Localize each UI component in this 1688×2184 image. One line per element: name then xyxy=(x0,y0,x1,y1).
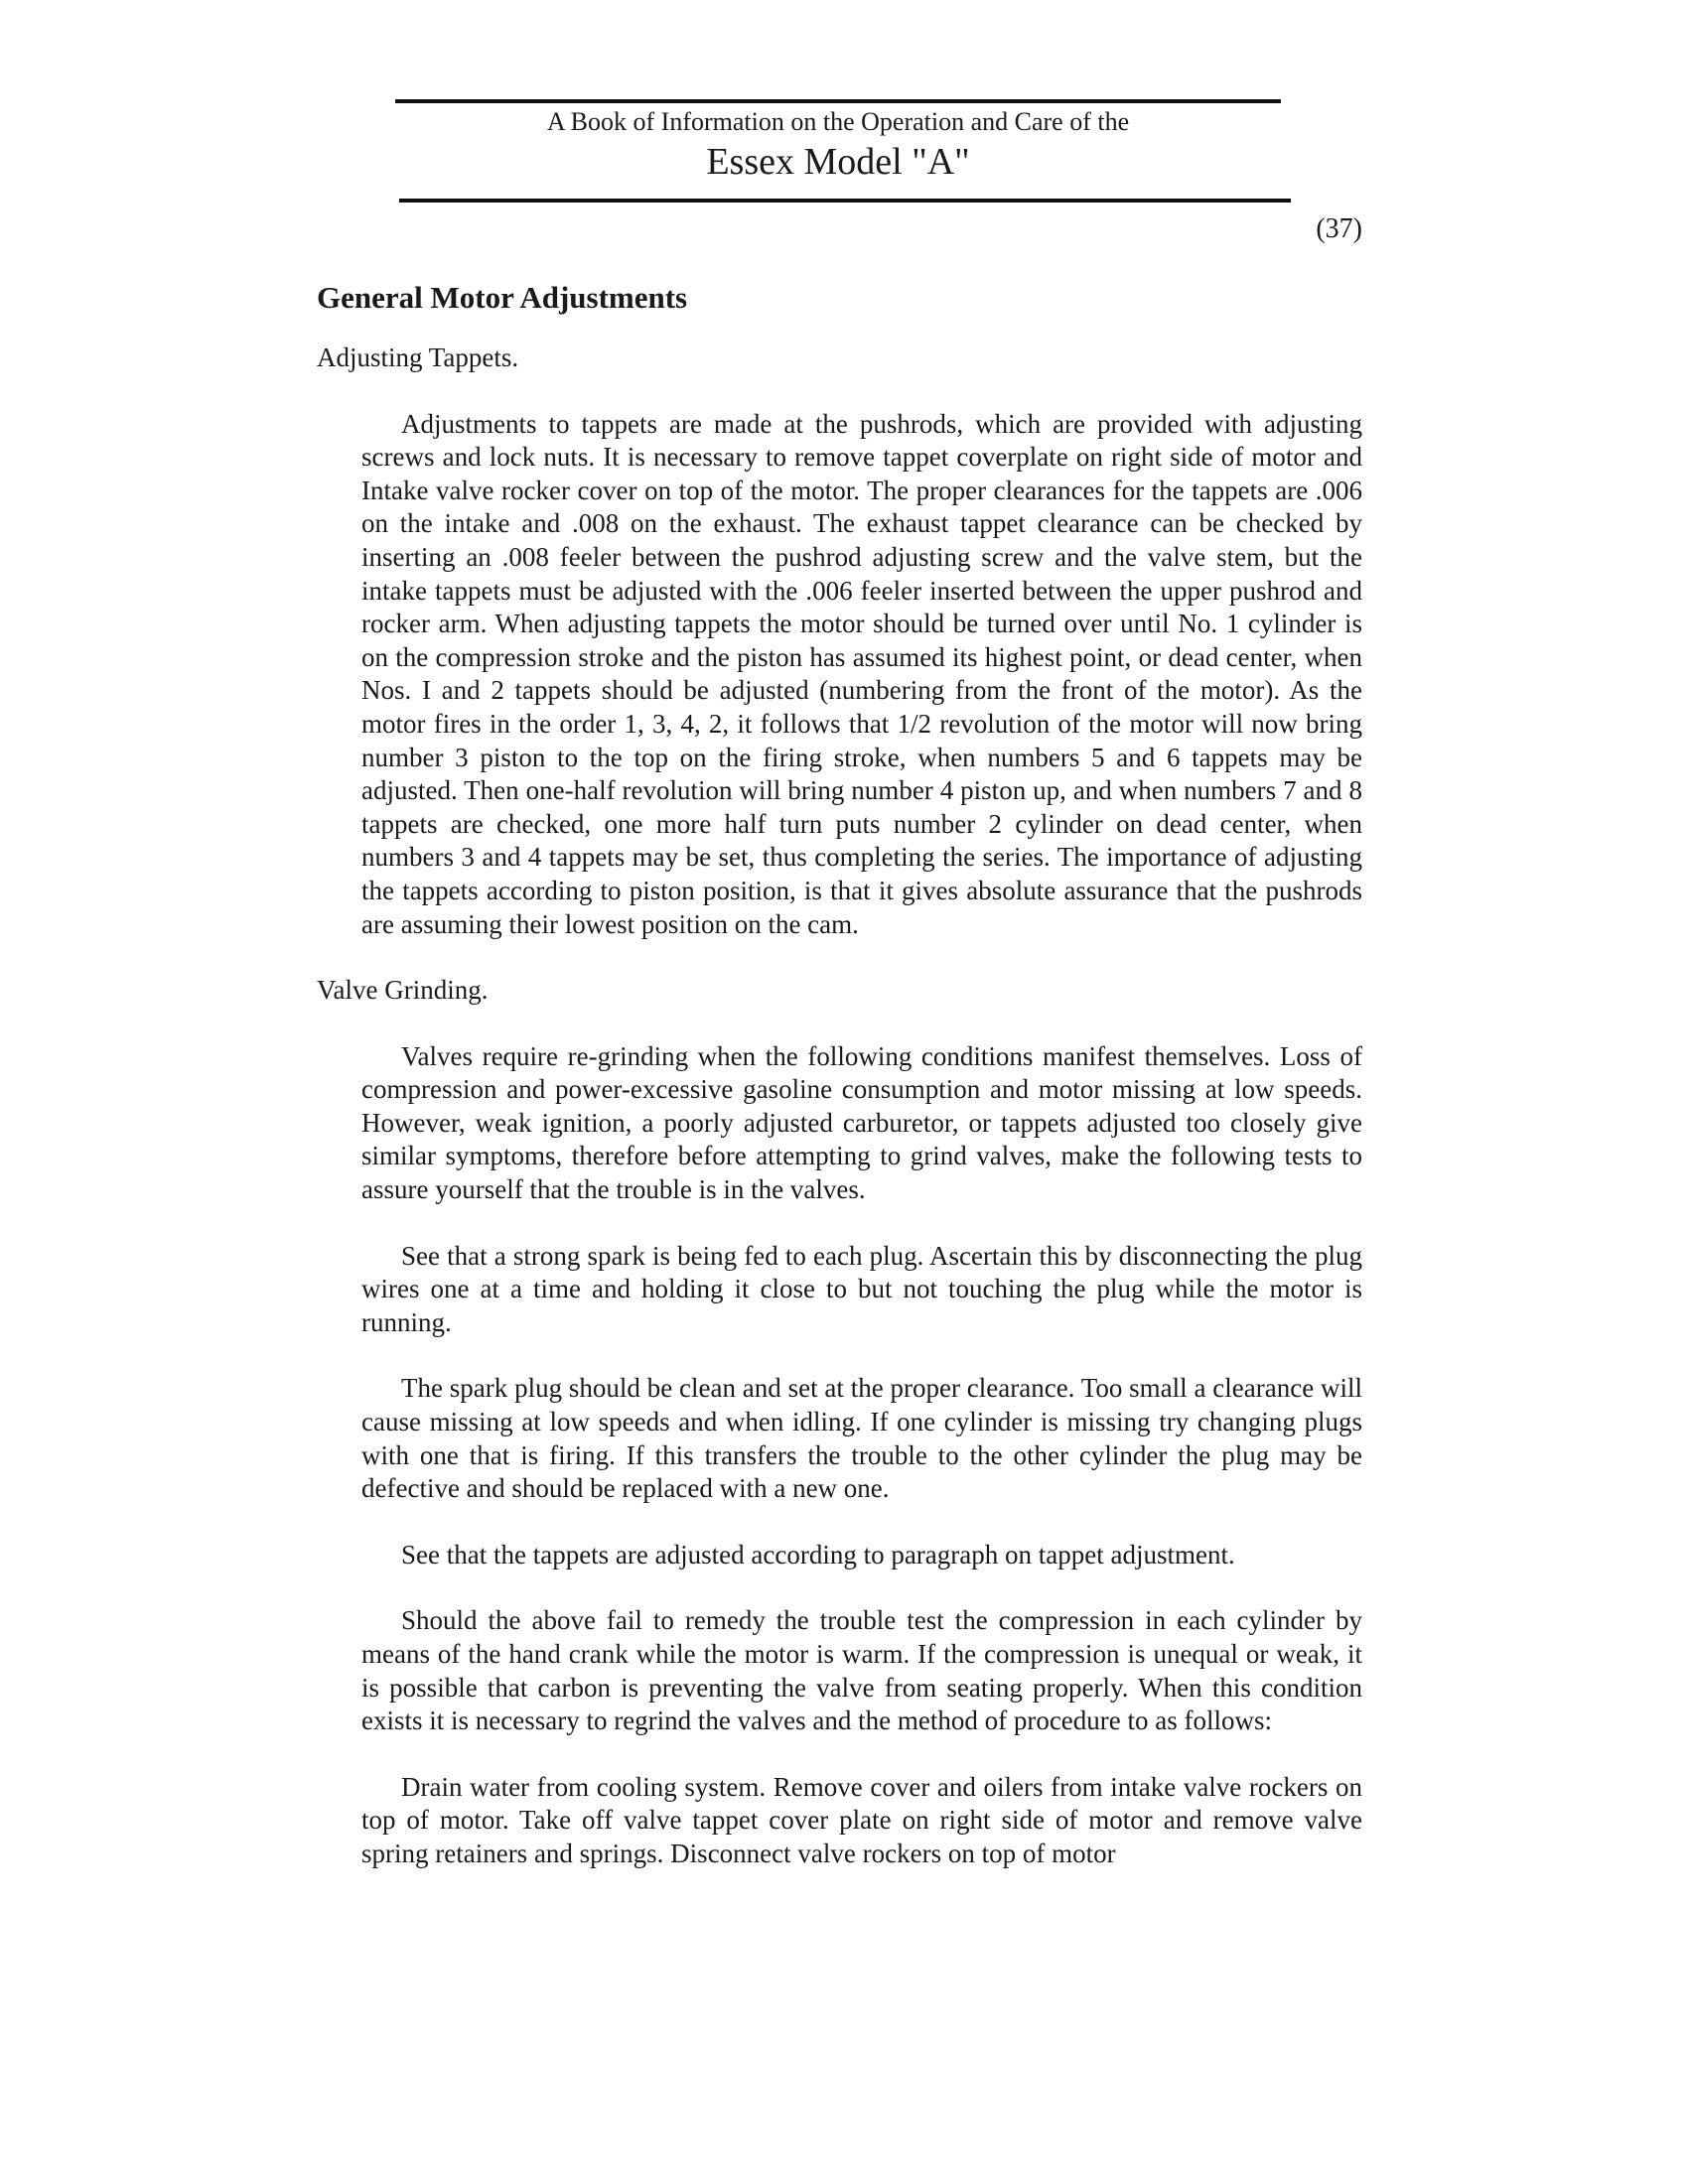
paragraph-valve-symptoms: Valves require re-grinding when the following conditions manifest themselves. Loss of compression and power-excessive gasoline consumption and motor missing at low speeds. However, weak ignition, a poorly adjusted carburetor, or tappets adjusted too closely give similar symptoms, therefore before attempting to grind valves, make the following tests to assure yourself that the trouble is in the valves. xyxy=(361,1040,1362,1205)
header-subtitle: A Book of Information on the Operation and Care of the xyxy=(546,107,1130,136)
header-title: Essex Model "A" xyxy=(706,141,970,183)
subsection-title-valve-grinding: Valve Grinding. xyxy=(317,975,489,1006)
paragraph-spark-test: See that a strong spark is being fed to each plug. Ascertain this by disconnecting the plug wires one at a time and holding it close to but not touching the plug while the motor is running. xyxy=(361,1240,1362,1337)
page-content xyxy=(317,278,1362,1904)
paragraph-compression-test: Should the above fail to remedy the trouble test the compression in each cylinder by means of the hand crank while the motor is warm. If the compression is unequal or weak, it is possible that carbon is preventing the valve from seating properly. When this condition exists it is necessary to regrind the valves and the method of procedure to as follows: xyxy=(361,1605,1362,1736)
paragraph-drain-procedure: Drain water from cooling system. Remove cover and oilers from intake valve rockers on top of motor. Take off valve tappet cover plate on right side of motor and remove valve spring retainers and springs. Disconnect valve rockers on top of motor xyxy=(361,1771,1362,1868)
paragraph-spark-plug: The spark plug should be clean and set at the proper clearance. Too small a clearance will cause missing at low speeds and when idling. If one cylinder is missing try changing plugs with one that is firing. If this transfers the trouble to the other cylinder the plug may be defective and should be replaced with a new one. xyxy=(361,1373,1362,1504)
paragraph-tappet-reference: See that the tappets are adjusted according to paragraph on tappet adjustment. xyxy=(401,1539,1235,1570)
header-rule-bottom xyxy=(399,199,1291,203)
header-rule-top xyxy=(395,99,1281,103)
subsection-title-adjusting-tappets: Adjusting Tappets. xyxy=(317,342,519,372)
paragraph-tappet-adjustment: Adjustments to tappets are made at the pushrods, which are provided with adjusting screws and lock nuts. It is necessary to remove tappet coverplate on right side of motor and Intake valve rocker cover on top of the motor. The proper clearances for the tappets are .006 on the intake and .008 on the exhaust. The exhaust tappet clearance can be checked by inserting an .008 feeler between the pushrod adjusting screw and the valve stem, but the intake tappets must be adjusted with the .006 feeler inserted between the upper pushrod and rocker arm. When adjusting tappets the motor should be turned over until No. 1 cylinder is on the compression stroke and the piston has assumed its highest point, or dead center, when Nos. I and 2 tappets should be adjusted (numbering from the front of the motor). As the motor fires in the order 1, 3, 4, 2, it follows that 1/2 revolution of the motor will now bring number 3 piston to the top on the firing stroke, when numbers 5 and 6 tappets may be adjusted. Then one-half revolution will bring number 4 piston up, and when numbers 7 and 8 tappets are checked, one more half turn puts number 2 cylinder on dead center, when numbers 3 and 4 tappets may be set, thus completing the series. The importance of adjusting the tappets according to piston position, is that it gives absolute assurance that the pushrods are assuming their lowest position on the cam. xyxy=(361,408,1362,939)
page-number: (37) xyxy=(1316,213,1362,244)
section-heading: General Motor Adjustments xyxy=(317,280,688,315)
